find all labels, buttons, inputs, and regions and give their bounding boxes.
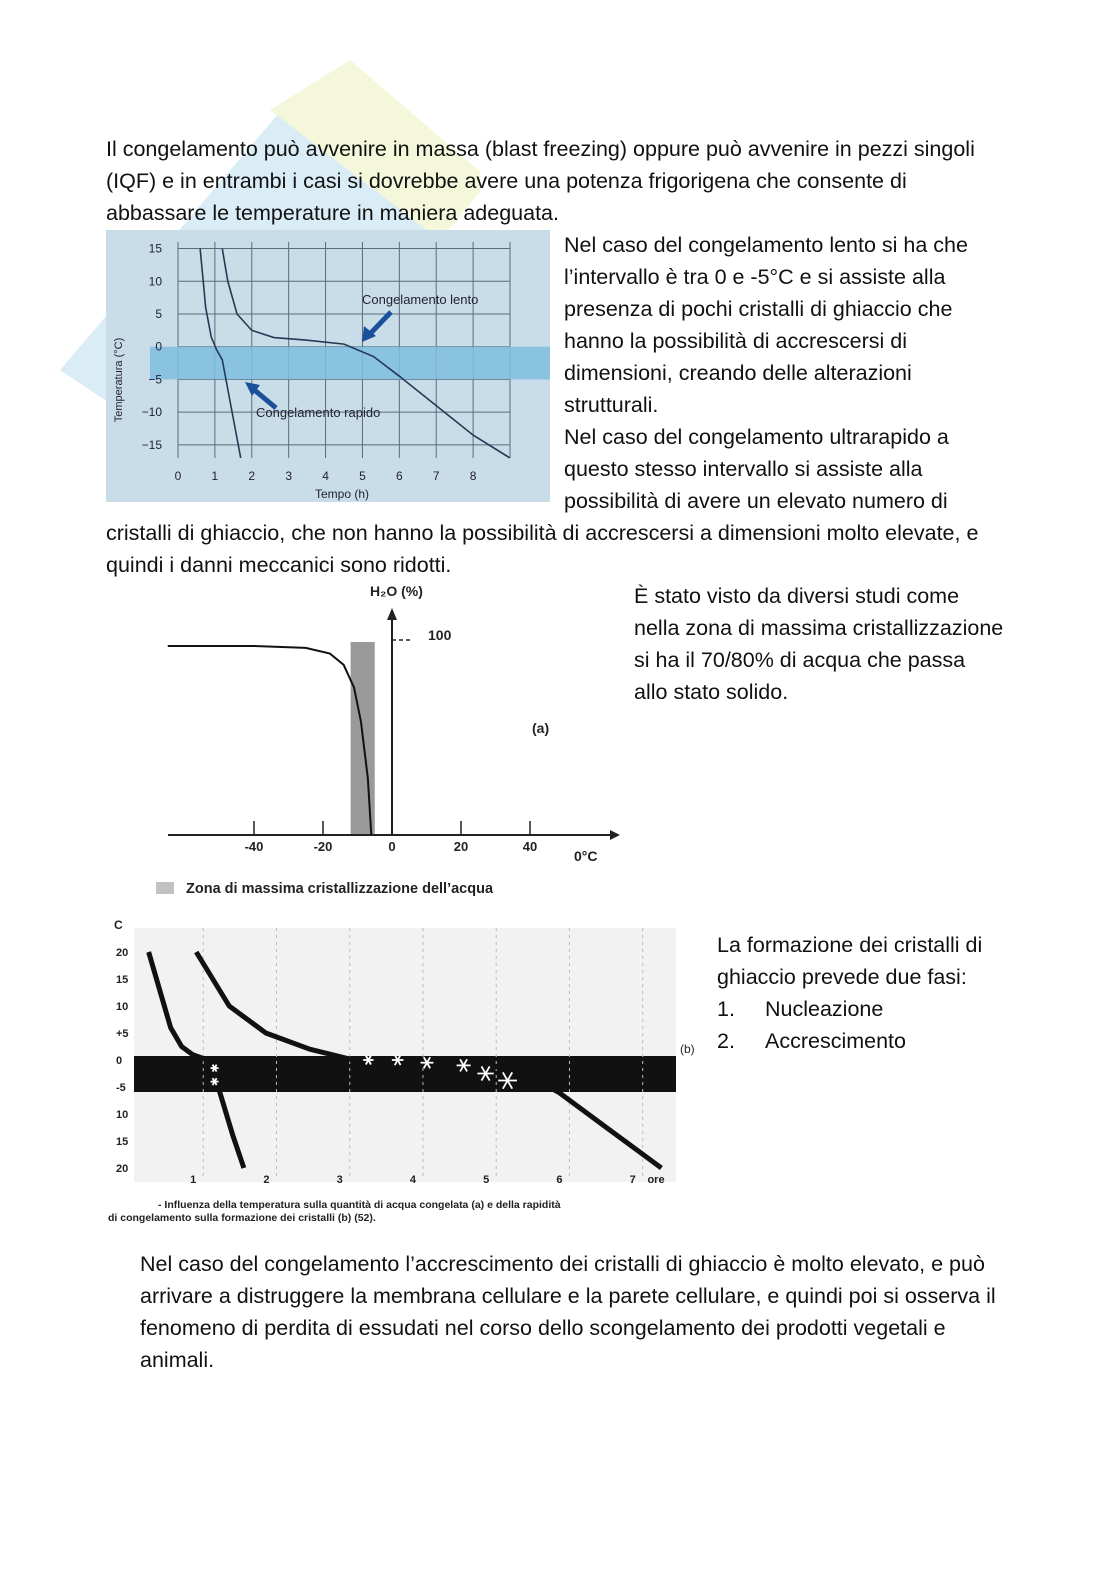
x-tick-label: 5 bbox=[483, 1174, 490, 1186]
y-tick-label: 15 bbox=[148, 241, 162, 256]
critical-zone-band bbox=[150, 347, 550, 380]
x-tick-label: 3 bbox=[285, 469, 293, 483]
x-axis-label: Tempo (h) bbox=[314, 487, 370, 501]
x-tick-labels bbox=[245, 821, 538, 854]
x-axis-label: 0°C bbox=[574, 848, 598, 864]
x-tick-label: 3 bbox=[336, 1174, 343, 1186]
figure-crystal-formation bbox=[106, 912, 706, 1232]
caption-line-1: - Influenza della temperatura sulla quantità di acqua congelata (a) e della rapidità bbox=[158, 1199, 561, 1211]
x-tick-label: 6 bbox=[556, 1174, 563, 1186]
x-tick-label: ore bbox=[647, 1174, 665, 1186]
y-tick-label: +5 bbox=[116, 1028, 129, 1040]
x-tick-label: 40 bbox=[522, 839, 538, 854]
paragraph-crystallization-zone: È stato visto da diversi studi come nella zona di massima cristallizzazione si ha il 70/80% di acqua che passa allo stato solido. bbox=[634, 584, 1004, 704]
list-number: 2. bbox=[717, 1029, 735, 1053]
series-water bbox=[168, 646, 372, 835]
phases-list bbox=[717, 993, 1002, 1057]
paragraph-fast-freezing-part1: Nel caso del congelamento ultrarapido a questo stesso intervallo si assiste alla possibilità di avere un elevato numero di bbox=[564, 425, 949, 513]
y-tick-label: −15 bbox=[141, 437, 162, 452]
annotation-fast-freezing: Congelamento rapido bbox=[256, 405, 381, 420]
y-tick-label: 0 bbox=[116, 1055, 123, 1067]
x-tick-label: 7 bbox=[629, 1174, 636, 1186]
paragraph-slow-freezing: Nel caso del congelamento lento si ha che l’intervallo è tra 0 e -5°C e si assiste alla presenza di pochi cristalli di ghiaccio che hanno la possibilità di accrescersi di dimensioni, creando delle alterazioni strutturali. bbox=[564, 233, 968, 417]
y-tick-label: 10 bbox=[116, 1109, 129, 1121]
list-number: 1. bbox=[717, 997, 735, 1021]
x-tick-label: 4 bbox=[322, 469, 329, 483]
y-tick-label: 20 bbox=[116, 1163, 129, 1175]
list-item bbox=[717, 1025, 1002, 1057]
x-tick-label: 1 bbox=[190, 1174, 197, 1186]
panel-label-b: (b) bbox=[680, 1042, 695, 1056]
figure-freezing-curves bbox=[106, 230, 550, 502]
y-tick-labels bbox=[116, 947, 129, 1175]
y-tick-label: 10 bbox=[148, 274, 162, 289]
figure-caption: Zona di massima cristallizzazione dell’acqua bbox=[186, 881, 494, 897]
y-axis-label: Temperatura (°C) bbox=[113, 337, 125, 423]
caption-line-2: di congelamento sulla formazione dei cristalli (b) (52). bbox=[108, 1212, 376, 1224]
x-tick-label: 2 bbox=[263, 1174, 270, 1186]
y-axis-label: H₂O (%) bbox=[370, 583, 423, 599]
x-tick-label: 4 bbox=[409, 1174, 417, 1186]
y-tick-label: 10 bbox=[116, 1001, 129, 1013]
y-tick-label: 0 bbox=[155, 339, 162, 354]
y-axis-arrow bbox=[387, 608, 397, 620]
x-tick-label: -20 bbox=[313, 839, 333, 854]
y-tick-label: 15 bbox=[116, 1136, 129, 1148]
list-label: Nucleazione bbox=[765, 997, 884, 1021]
axes bbox=[168, 608, 620, 840]
legend-swatch bbox=[156, 882, 174, 894]
phases-intro: La formazione dei cristalli di ghiaccio prevede due fasi: bbox=[717, 933, 983, 989]
x-tick-label: 6 bbox=[395, 469, 403, 483]
paragraph-fast-freezing-part2: cristalli di ghiaccio, che non hanno la possibilità di accrescersi a dimensioni molto elevate, e quindi i danni meccanici sono ridotti. bbox=[106, 521, 979, 577]
x-tick-label: 8 bbox=[469, 469, 477, 483]
figure-water-crystallization bbox=[106, 578, 626, 900]
plot-background bbox=[134, 928, 676, 1182]
y-tick-label: 20 bbox=[116, 947, 129, 959]
x-tick-label: 5 bbox=[359, 469, 366, 483]
x-tick-label: 7 bbox=[432, 469, 440, 483]
x-tick-label: 2 bbox=[248, 469, 256, 483]
paragraph-conclusion: Nel caso del congelamento l’accrescimento dei cristalli di ghiaccio è molto elevato, e può arrivare a distruggere la membrana cellulare e la parete cellulare, e quindi poi si osserva il fenomeno di perdita di essudati nel corso dello scongelamento dei prodotti vegetali e animali. bbox=[140, 1252, 996, 1372]
y-tick-label: 5 bbox=[155, 307, 162, 321]
y-tick-label: −10 bbox=[141, 405, 162, 420]
x-tick-label: 0 bbox=[388, 839, 396, 854]
panel-label-a: (a) bbox=[532, 720, 550, 736]
x-tick-label: -40 bbox=[244, 839, 264, 854]
y-tick-label: −5 bbox=[148, 372, 162, 387]
x-tick-label: 1 bbox=[211, 469, 219, 483]
list-item bbox=[717, 993, 1002, 1025]
annotation-slow-freezing: Congelamento lento bbox=[362, 292, 479, 307]
list-label: Accrescimento bbox=[765, 1029, 906, 1053]
paragraph-crystal-phases bbox=[717, 929, 1002, 1057]
paragraph-intro: Il congelamento può avvenire in massa (blast freezing) oppure può avvenire in pezzi singoli (IQF) e in entrambi i casi si dovrebbe avere una potenza frigorigena che consente di abbassare le temperature in maniera adeguata. bbox=[106, 137, 975, 225]
y-tick-100: 100 bbox=[428, 627, 452, 643]
y-tick-label: -5 bbox=[116, 1082, 126, 1094]
x-tick-label: 0 bbox=[174, 469, 182, 483]
x-tick-label: 20 bbox=[453, 839, 469, 854]
water-curve bbox=[168, 646, 372, 835]
y-tick-label: 15 bbox=[116, 974, 129, 986]
y-axis-label: C bbox=[114, 918, 123, 932]
x-axis-arrow bbox=[610, 830, 620, 840]
